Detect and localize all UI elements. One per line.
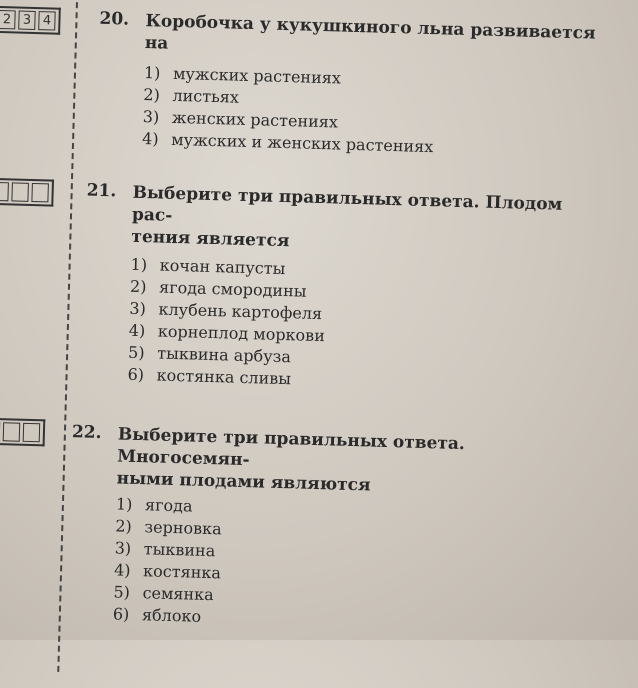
option: 1) кочан капусты <box>130 254 327 281</box>
answer-boxes-q22 <box>0 418 45 447</box>
option: 2) ягода смородины <box>130 276 327 303</box>
options-list <box>127 254 327 391</box>
options-list <box>113 493 223 628</box>
option: 3) клубень картофеля <box>129 298 326 325</box>
question-number: 21. <box>86 180 116 201</box>
option: 1) мужских растениях <box>144 62 436 92</box>
answer-boxes-q20 <box>0 6 61 35</box>
answer-box[interactable]: 4 <box>38 11 56 30</box>
answer-box[interactable] <box>0 182 9 201</box>
question-text: Выберите три правильных ответа. Плодом рас- тения является <box>131 182 593 261</box>
option: 6) костянка сливы <box>127 364 324 391</box>
option: 4) корнеплод моркови <box>129 320 326 347</box>
question-text: Коробочка у кукушкиного льна развивается на <box>145 10 606 67</box>
option: 2) зерновка <box>115 515 222 540</box>
answer-boxes-q21 <box>0 178 54 207</box>
answer-box[interactable] <box>31 183 49 202</box>
options-list <box>142 62 436 158</box>
option: 4) костянка <box>114 559 221 584</box>
option: 1) ягода <box>116 493 223 518</box>
answer-box[interactable]: 2 <box>0 10 16 29</box>
answer-box[interactable] <box>3 422 21 441</box>
option: 5) семянка <box>113 581 220 606</box>
option: 3) женских растениях <box>142 106 434 136</box>
option: 3) тыквина <box>114 537 221 562</box>
question-text: Выберите три правильных ответа. Многосемян- ными плодами являются <box>116 423 578 502</box>
option: 2) листьях <box>143 84 435 114</box>
option: 6) яблоко <box>113 603 220 628</box>
question-number: 20. <box>99 9 129 30</box>
cut-line <box>57 0 78 672</box>
answer-box[interactable]: 3 <box>18 11 36 30</box>
question-number: 22. <box>72 422 102 443</box>
answer-box[interactable] <box>23 423 41 442</box>
option: 4) мужских и женских растениях <box>142 128 434 158</box>
answer-box[interactable] <box>11 182 29 201</box>
option: 5) тыквина арбуза <box>128 342 325 369</box>
